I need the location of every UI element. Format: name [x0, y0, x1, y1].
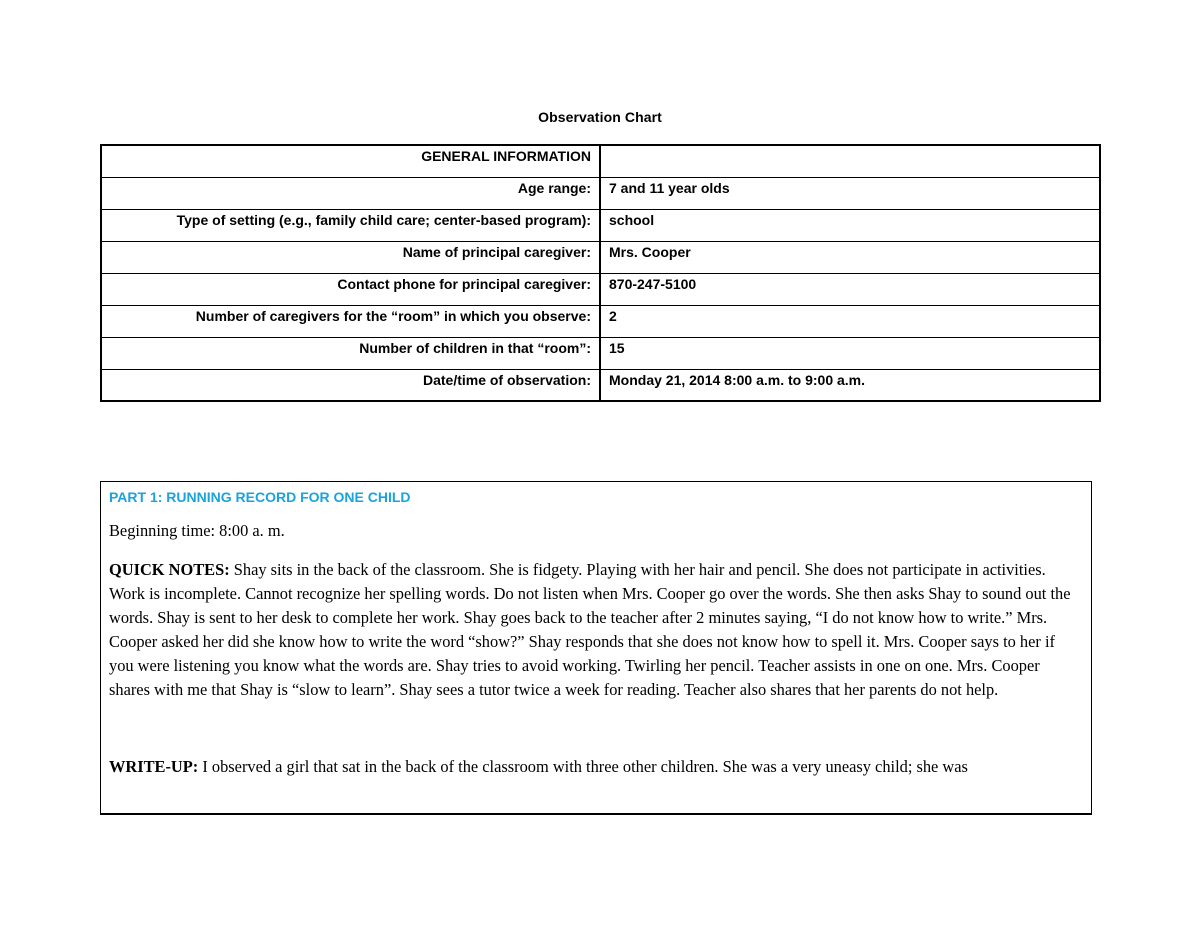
write-up-text: I observed a girl that sat in the back of the classroom with three other children. She was a very uneasy child; she was: [198, 757, 968, 776]
beginning-time: Beginning time: 8:00 a. m.: [109, 521, 285, 540]
running-record-box: [100, 481, 1092, 815]
contact-phone-label: Contact phone for principal caregiver:: [101, 273, 600, 305]
write-up-label: WRITE-UP:: [109, 757, 199, 776]
table-row: [101, 241, 1100, 273]
write-up-paragraph: [109, 755, 1083, 779]
page-title: Observation Chart: [538, 109, 662, 125]
table-row: [101, 305, 1100, 337]
caregiver-count-value: 2: [600, 305, 1100, 337]
quick-notes-text: Shay sits in the back of the classroom. She is fidgety. Playing with her hair and pencil. She does not participate in activities. Work is incomplete. Cannot recognize her spelling words. Do not listen when Mrs. Cooper go over the words. She then asks Shay to sound out the words. Shay is sent to her desk to complete her work. Shay goes back to the teacher after 2 minutes saying, “I do not know how to write.” Mrs. Cooper asked her did she know how to write the word “show?” Shay responds that she does not know how to spell it. Mrs. Cooper says to her if you were listening you know what the words are. Shay tries to avoid working. Twirling her pencil. Teacher assists in one on one. Mrs. Cooper shares with me that Shay is “slow to learn”. Shay sees a tutor twice a week for reading. Teacher also shares that her parents do not help.: [109, 560, 1071, 699]
caregiver-name-label: Name of principal caregiver:: [101, 241, 600, 273]
quick-notes-paragraph: [109, 558, 1083, 702]
table-row: [101, 369, 1100, 401]
table-row: [101, 177, 1100, 209]
table-row: [101, 337, 1100, 369]
table-row: [101, 209, 1100, 241]
general-information-heading: GENERAL INFORMATION: [101, 145, 600, 177]
observation-datetime-value: Monday 21, 2014 8:00 a.m. to 9:00 a.m.: [600, 369, 1100, 401]
observation-datetime-label: Date/time of observation:: [101, 369, 600, 401]
table-row: [101, 273, 1100, 305]
children-count-value: 15: [600, 337, 1100, 369]
setting-type-value: school: [600, 209, 1100, 241]
contact-phone-value: 870-247-5100: [600, 273, 1100, 305]
age-range-label: Age range:: [101, 177, 600, 209]
age-range-value: 7 and 11 year olds: [600, 177, 1100, 209]
table-header-row: [101, 145, 1100, 177]
caregiver-count-label: Number of caregivers for the “room” in which you observe:: [101, 305, 600, 337]
part1-heading: PART 1: RUNNING RECORD FOR ONE CHILD: [109, 489, 411, 505]
quick-notes-label: QUICK NOTES:: [109, 560, 230, 579]
setting-type-label: Type of setting (e.g., family child care; center-based program):: [101, 209, 600, 241]
table-cell-empty: [600, 145, 1100, 177]
general-information-table: [100, 144, 1101, 402]
children-count-label: Number of children in that “room”:: [101, 337, 600, 369]
caregiver-name-value: Mrs. Cooper: [600, 241, 1100, 273]
